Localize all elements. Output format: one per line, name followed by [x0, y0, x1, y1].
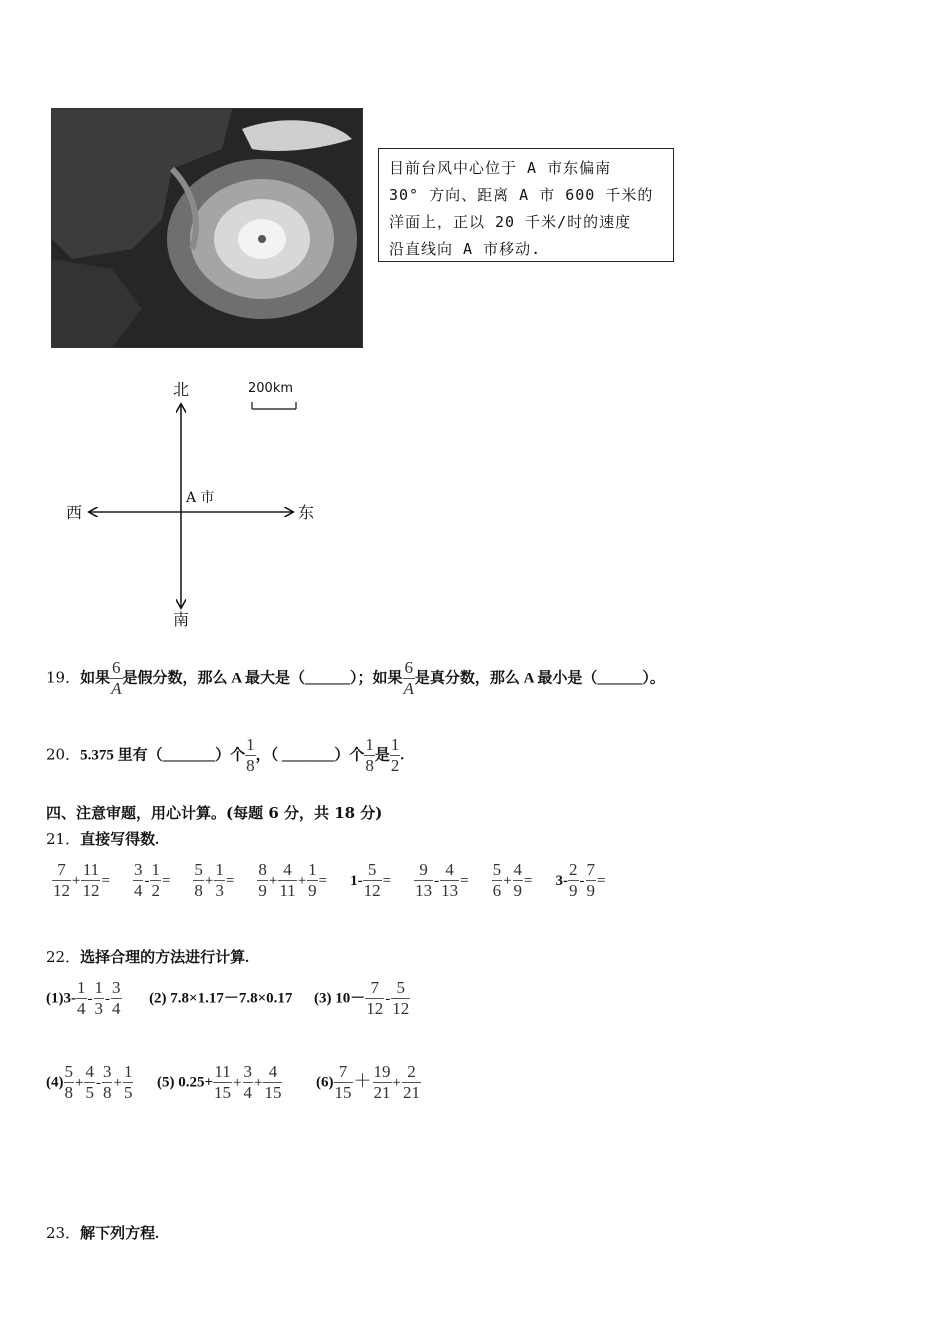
q20-number: 20．: [46, 745, 81, 764]
info-line-1: 目前台风中心位于 A 市东偏南: [389, 159, 612, 177]
q22-4-op-2: -: [95, 1074, 101, 1091]
typhoon-info-box: [378, 148, 674, 262]
q22-5-frac-2: $\frac{3}{4}$: [243, 1062, 253, 1102]
q21-fraction: $\frac{5}{6}$: [492, 860, 502, 900]
q21-equals: =: [225, 872, 235, 889]
q22-item-3-label: (3) 10－: [313, 990, 366, 1007]
q19-fraction-1: $\frac{6}{A}$: [111, 658, 122, 698]
q22-5-frac-3: $\frac{4}{15}$: [264, 1062, 282, 1102]
q22-item-6-label: (6): [316, 1074, 334, 1091]
q20-fraction-1: $\frac{1}{8}$: [246, 735, 255, 775]
q22-1-op-1: -: [87, 990, 93, 1007]
q22-item-1-label: (1)3-: [46, 990, 76, 1007]
q21-expression-1: [52, 860, 111, 900]
city-a-label: A 市: [186, 490, 215, 506]
q19-text-3: 是真分数，那么 A 最小是（______）。: [414, 670, 665, 687]
info-line-2: 30° 方向、距离 A 市 600 千米的: [389, 186, 654, 204]
q20-text-3: 是: [374, 747, 390, 764]
q21-fraction: $\frac{5}{8}$: [194, 860, 203, 900]
q23-number: 23．: [46, 1224, 81, 1242]
q21-fraction: $\frac{2}{9}$: [569, 860, 578, 900]
q23-title: 解下列方程.: [80, 1226, 159, 1242]
q21-fraction: $\frac{1}{9}$: [308, 860, 317, 900]
q22-3-frac-1: $\frac{7}{12}$: [366, 978, 384, 1018]
q21-fraction: $\frac{7}{12}$: [53, 860, 70, 900]
q21-expression-4: [257, 860, 328, 900]
question-21-title: [46, 828, 159, 849]
info-line-3: 洋面上，正以 20 千米/时的速度: [389, 213, 632, 231]
north-label: 北: [173, 380, 190, 399]
q19-text-1: 如果: [80, 670, 111, 687]
q20-text-4: .: [400, 747, 405, 764]
q22-3-frac-2: $\frac{5}{12}$: [392, 978, 410, 1018]
q22-1-op-2: -: [105, 990, 110, 1007]
question-19: [46, 658, 665, 699]
q21-fraction: $\frac{4}{13}$: [441, 860, 459, 900]
q21-expression-8: [555, 860, 607, 900]
q21-operator: -: [144, 872, 150, 889]
q22-6-op-1: ＋: [353, 1070, 372, 1091]
q22-1-frac-1: $\frac{1}{4}$: [77, 978, 86, 1018]
q22-6-frac-2: $\frac{19}{21}$: [373, 1062, 391, 1102]
q22-6-frac-1: $\frac{7}{15}$: [334, 1062, 352, 1102]
q21-operator: +: [503, 872, 512, 889]
q21-operator: +: [204, 872, 214, 889]
q21-expression-6: [414, 860, 469, 900]
question-23: [46, 1222, 159, 1243]
info-line-4: 沿直线向 A 市移动.: [389, 240, 542, 258]
q20-fraction-2: $\frac{1}{8}$: [365, 735, 374, 775]
q21-expressions: [52, 860, 628, 901]
q22-item-5-label: (5) 0.25+: [157, 1074, 214, 1091]
q20-text-1: 5.375 里有（_______）个: [80, 747, 246, 764]
q22-item-2: (2) 7.8×1.17－7.8×0.17: [149, 990, 293, 1007]
typhoon-image-drawing: [52, 109, 362, 347]
q21-expression-2: [133, 860, 171, 900]
question-20: [46, 735, 404, 776]
q21-equals: =: [597, 872, 606, 889]
q21-equals: =: [161, 872, 171, 889]
q22-6-frac-3: $\frac{2}{21}$: [403, 1062, 421, 1102]
q21-fraction: $\frac{5}{12}$: [363, 860, 381, 900]
q22-5-op-1: +: [233, 1074, 242, 1091]
q22-1-frac-2: $\frac{1}{3}$: [94, 978, 103, 1018]
q20-fraction-3: $\frac{1}{2}$: [390, 735, 400, 775]
q21-operator: +: [72, 872, 81, 889]
q21-fraction: $\frac{7}{9}$: [586, 860, 595, 900]
q21-title: 直接写得数.: [80, 832, 159, 848]
q21-operator: -: [579, 872, 585, 889]
q22-4-op-3: +: [113, 1074, 122, 1091]
q21-fraction: $\frac{1}{2}$: [151, 860, 160, 900]
q22-5-op-2: +: [254, 1074, 263, 1091]
typhoon-satellite-image: [51, 108, 363, 348]
q22-1-frac-3: $\frac{3}{4}$: [112, 978, 121, 1018]
q19-fraction-2: $\frac{6}{A}$: [403, 658, 414, 698]
q22-3-op-1: -: [385, 990, 391, 1007]
q21-fraction: $\frac{8}{9}$: [258, 860, 267, 900]
q21-prefix: 3-: [555, 872, 568, 889]
q19-text-2: 是假分数，那么 A 最大是（______）；如果: [122, 670, 403, 687]
q22-4-frac-1: $\frac{5}{8}$: [64, 1062, 73, 1102]
q21-equals: =: [101, 872, 110, 889]
q22-4-frac-2: $\frac{4}{5}$: [85, 1062, 94, 1102]
q22-4-frac-4: $\frac{1}{5}$: [123, 1062, 133, 1102]
q21-fraction: $\frac{4}{9}$: [513, 860, 523, 900]
q21-fraction: $\frac{1}{3}$: [215, 860, 224, 900]
compass-diagram: [60, 375, 330, 635]
south-label: 南: [173, 610, 190, 629]
q22-item-4-label: (4): [46, 1074, 64, 1091]
q21-expression-3: [193, 860, 235, 900]
scale-label: 200km: [248, 381, 294, 396]
west-label: 西: [66, 503, 83, 522]
q22-6-op-2: +: [392, 1074, 402, 1091]
q21-equals: =: [524, 872, 533, 889]
q19-number: 19．: [46, 668, 81, 687]
east-label: 东: [298, 503, 315, 522]
q21-operator: -: [434, 872, 440, 889]
q21-fraction: $\frac{3}{4}$: [133, 860, 143, 900]
q21-operator: +: [297, 872, 307, 889]
q21-number: 21．: [46, 830, 81, 848]
q21-expression-7: [492, 860, 534, 900]
q21-equals: =: [318, 872, 328, 889]
q20-text-2: ，（ _______）个: [255, 747, 365, 764]
q21-expression-5: [350, 860, 392, 900]
q21-equals: =: [460, 872, 469, 889]
q22-row-1: [46, 978, 410, 1019]
q22-row-2: [46, 1062, 421, 1103]
q21-fraction: $\frac{4}{11}$: [279, 860, 296, 900]
question-22-title: [46, 946, 249, 967]
q21-fraction: $\frac{9}{13}$: [415, 860, 433, 900]
q22-5-frac-1: $\frac{11}{15}$: [214, 1062, 232, 1102]
q21-operator: +: [268, 872, 278, 889]
q22-title: 选择合理的方法进行计算.: [80, 950, 249, 966]
q22-4-frac-3: $\frac{3}{8}$: [102, 1062, 112, 1102]
q21-fraction: $\frac{11}{12}$: [82, 860, 100, 900]
q22-4-op-1: +: [75, 1074, 84, 1091]
section-4-heading: 四、注意审题，用心计算。(每题 6 分，共 18 分): [46, 804, 383, 822]
q21-prefix: 1-: [350, 872, 363, 889]
q21-equals: =: [382, 872, 392, 889]
q22-number: 22．: [46, 948, 81, 966]
